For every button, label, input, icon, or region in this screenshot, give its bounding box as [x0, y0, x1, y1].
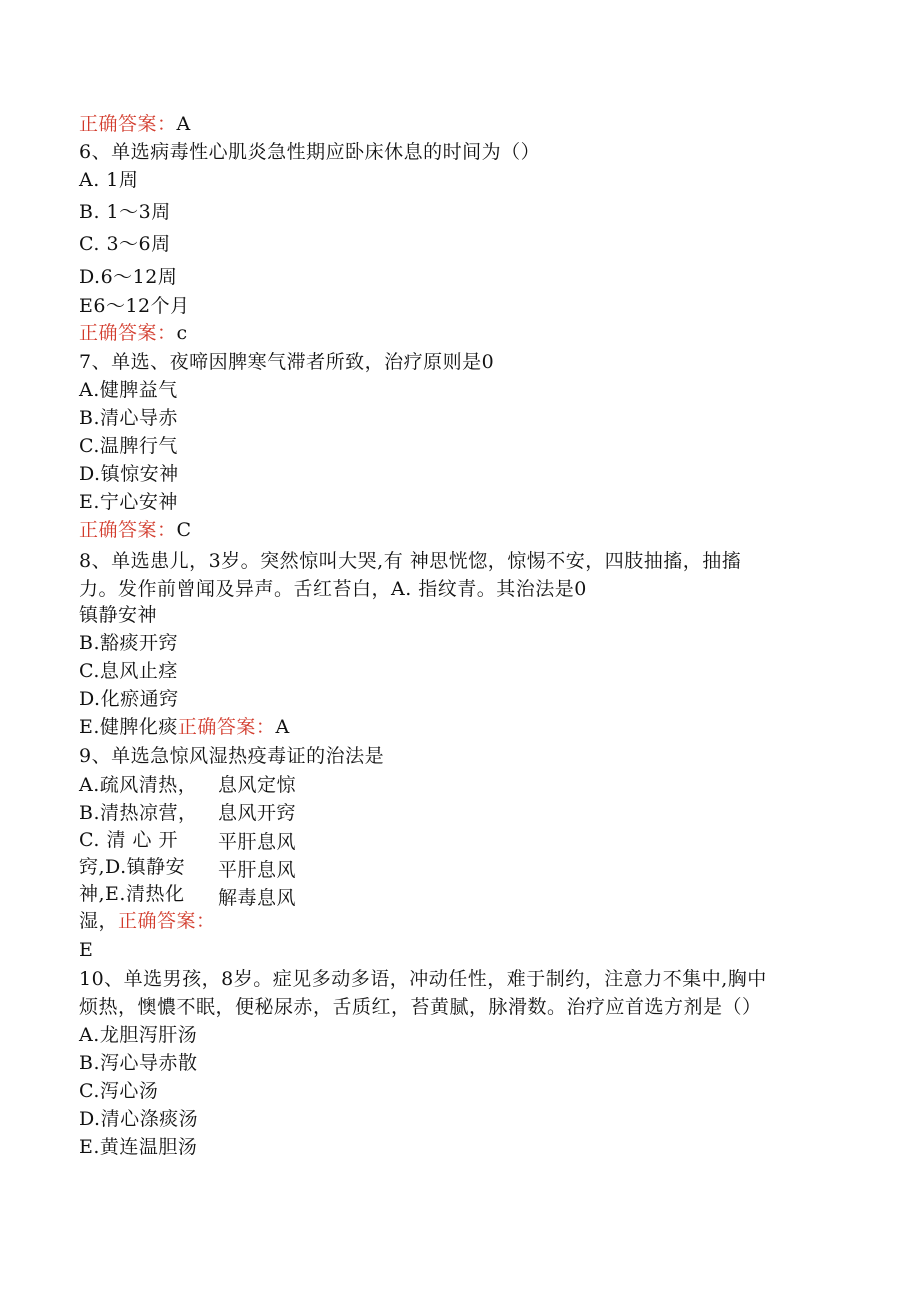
question-8-line-1: 8、单选患儿，3岁。突然惊叫大哭,有 神思恍惚，惊惕不安，四肢抽搐，抽搐: [79, 550, 742, 572]
q9-right-2: 息风开窍: [218, 802, 297, 824]
question-10-line-2: 烦热，懊憹不眠，便秘尿赤，舌质红，苔黄腻，脉滑数。治疗应首选方剂是（）: [79, 996, 762, 1018]
q10-option-c: C.泻心汤: [79, 1080, 159, 1102]
answer-label: 正确答案：: [79, 519, 177, 541]
q6-option-b: B. 1～3周: [79, 201, 171, 223]
q8-option-a: 镇静安神: [79, 604, 158, 626]
q7-option-d: D.镇惊安神: [79, 463, 179, 485]
q9-left-3: C. 清 心 开: [79, 829, 179, 851]
q6-option-a: A. 1周: [79, 169, 139, 191]
q10-option-a: A.龙胆泻肝汤: [79, 1024, 198, 1046]
q8-option-d: D.化瘀通窍: [79, 688, 179, 710]
q8-option-c: C.息风止痉: [79, 660, 178, 682]
q9-left-4: 窍,D.镇静安: [79, 856, 186, 878]
q9-left-5: 神,E.清热化: [79, 883, 185, 905]
answer-label: 正确答案：: [118, 910, 216, 932]
q8-option-b: B.豁痰开窍: [79, 632, 179, 654]
q10-option-b: B.泻心导赤散: [79, 1052, 198, 1074]
question-10-line-1: 10、单选男孩，8岁。症见多动多语，冲动任性，难于制约，注意力不集中,胸中: [79, 968, 767, 990]
answer-value: C: [176, 519, 192, 541]
q10-option-e: E.黄连温胆汤: [79, 1136, 198, 1158]
answer-label: 正确答案：: [177, 716, 276, 738]
answer-value: A: [275, 716, 290, 738]
q7-answer-line: [79, 518, 192, 542]
answer-label: 正确答案：: [79, 322, 177, 344]
question-6-title: 6、单选病毒性心肌炎急性期应卧床休息的时间为（）: [79, 141, 541, 163]
question-9-title: 9、单选急惊风湿热疫毒证的治法是: [79, 745, 385, 767]
q9-left-6-answer-line: [79, 909, 216, 933]
q9-right-3: 平肝息风: [218, 831, 297, 853]
q9-left-1: A.疏风清热，: [79, 774, 198, 796]
answer-line: [79, 112, 191, 136]
q6-option-c: C. 3～6周: [79, 233, 171, 255]
q9-right-4: 平肝息风: [218, 859, 297, 881]
q9-right-1: 息风定惊: [218, 774, 297, 796]
q7-option-c: C.温脾行气: [79, 435, 178, 457]
question-7-title: 7、单选、夜啼因脾寒气滞者所致，治疗原则是0: [79, 351, 495, 373]
q9-right-5: 解毒息风: [218, 887, 297, 909]
answer-label: 正确答案：: [79, 113, 177, 135]
q8-option-e: E.健脾化痰: [79, 716, 178, 738]
q6-option-e: E6～12个月: [79, 295, 190, 317]
q7-option-a: A.健脾益气: [79, 379, 178, 401]
q9-answer-value: E: [79, 939, 94, 961]
question-8-line-2: 力。发作前曾闻及异声。舌红苔白，A. 指纹青。其治法是0: [79, 578, 587, 600]
q9-left-2: B.清热凉营，: [79, 802, 198, 824]
q8-option-e-answer-line: [79, 715, 290, 739]
q7-option-b: B.清心导赤: [79, 407, 179, 429]
q10-option-d: D.清心涤痰汤: [79, 1108, 199, 1130]
answer-value: c: [176, 322, 188, 344]
q9-left-6: 湿，: [79, 910, 119, 932]
q6-answer-line: [79, 321, 188, 345]
q7-option-e: E.宁心安神: [79, 491, 178, 513]
answer-value: A: [176, 113, 191, 135]
q6-option-d: D.6～12周: [79, 266, 178, 288]
